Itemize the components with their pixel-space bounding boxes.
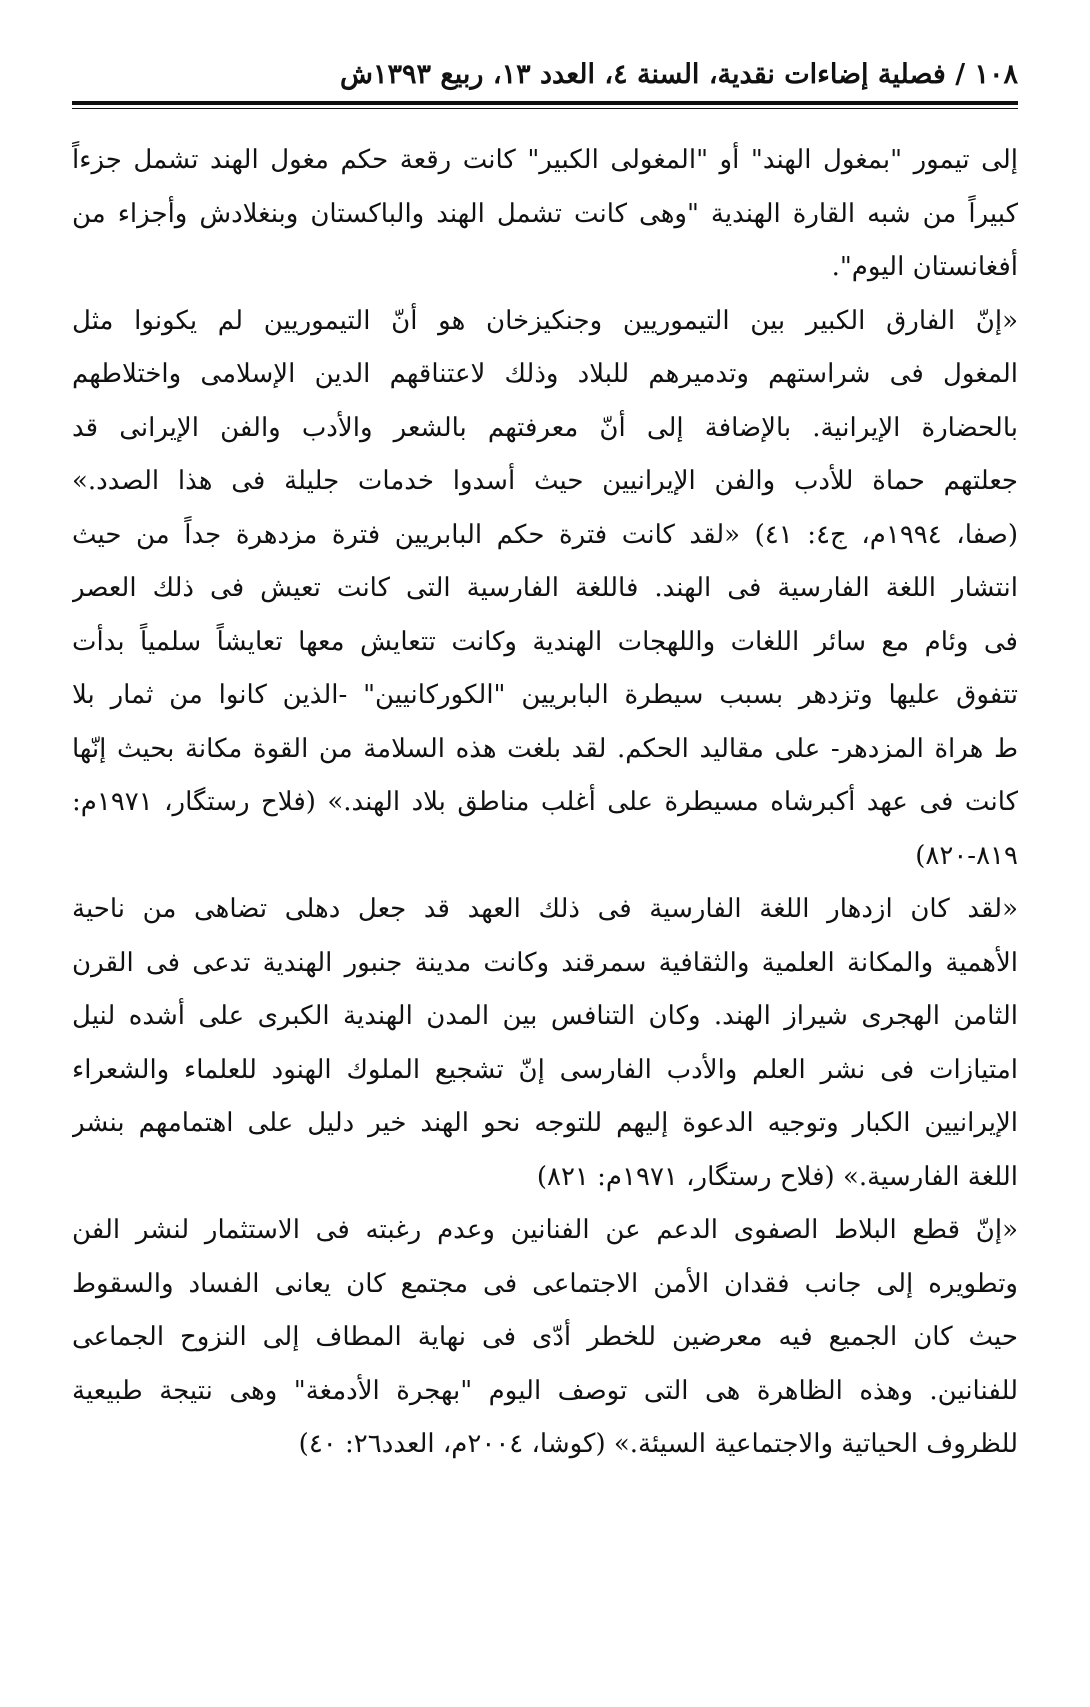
body-text (72, 134, 1018, 1472)
text-line: امتيازات فى نشر العلم والأدب الفارسى إنّ تشجيع الملوك الهنود للعلماء والشعراء (72, 1054, 1018, 1085)
text-line: وتطويره إلى جانب فقدان الأمن الاجتماعى فى مجتمع كان يعانى الفساد والسقوط (72, 1268, 1018, 1299)
text-line: (صفا، ١٩٩٤م، ج٤: ٤١) «لقد كانت فترة حكم البابريين فترة مزدهرة جداً من حيث (72, 519, 1018, 550)
text-line: جعلتهم حماة للأدب والفن الإيرانيين حيث أسدوا خدمات جليلة فى هذا الصدد.» (72, 466, 1018, 496)
text-line: إلى تيمور "بمغول الهند" أو "المغولى الكبير" كانت رقعة حكم مغول الهند تشمل جزءاً (72, 145, 1018, 175)
text-line: اللغة الفارسية.» (فلاح رستگار، ١٩٧١م: ٨٢١) (536, 1161, 1018, 1192)
paragraph-2 (72, 295, 1018, 884)
text-line: بالحضارة الإيرانية. بالإضافة إلى أنّ معرفتهم بالشعر والأدب والفن الإيرانى قد (72, 412, 1018, 443)
text-line: انتشار اللغة الفارسية فى الهند. فاللغة الفارسية التى كانت تعيش فى ذلك العصر (72, 573, 1018, 603)
paragraph-3 (72, 883, 1018, 1204)
text-line: المغول فى شراستهم وتدميرهم للبلاد وذلك لاعتناقهم الدين الإسلامى واختلاطهم (72, 359, 1018, 389)
text-line: كبيراً من شبه القارة الهندية "وهى كانت تشمل الهند والباكستان وبنغلادش وأجزاء من (72, 198, 1018, 229)
paragraph-1 (72, 134, 1018, 295)
text-line: «لقد كان ازدهار اللغة الفارسية فى ذلك العهد قد جعل دهلى تضاهى من ناحية (72, 894, 1018, 924)
text-line: للفنانين. وهذه الظاهرة هى التى توصف اليوم "بهجرة الأدمغة" وهى نتيجة طبيعية (72, 1375, 1018, 1406)
text-line: للظروف الحياتية والاجتماعية السيئة.» (كوشا، ٢٠٠٤م، العدد٢٦: ٤٠) (298, 1429, 1018, 1459)
text-line: حيث كان الجميع فيه معرضين للخطر أدّى فى نهاية المطاف إلى النزوح الجماعى (72, 1322, 1018, 1352)
header-rule (72, 101, 1018, 105)
text-line: الأهمية والمكانة العلمية والثقافية سمرقند وكانت مدينة جنبور الهندية تدعى فى القرن (72, 947, 1018, 978)
text-line: «إنّ قطع البلاط الصفوى الدعم عن الفنانين وعدم رغبته فى الاستثمار لنشر الفن (72, 1215, 1018, 1245)
text-line: الإيرانيين الكبار وتوجيه الدعوة إليهم للتوجه نحو الهند خير دليل على اهتمامهم بنشر (72, 1108, 1018, 1138)
running-header: ١٠٨ / فصلية إضاءات نقدية، السنة ٤، العدد ١٣، ربيع ١٣٩٣ش (340, 59, 1018, 90)
text-line: أفغانستان اليوم". (831, 252, 1018, 282)
text-line: فى وئام مع سائر اللغات واللهجات الهندية وكانت تتعايش معها تعايشاً سلمياً بدأت (72, 626, 1018, 657)
text-line: ط هراة المزدهر- على مقاليد الحكم. لقد بلغت هذه السلامة من القوة مكانة بحيث إنّها (72, 733, 1018, 764)
text-line: تتفوق عليها وتزدهر بسبب سيطرة البابريين "الكوركانيين" -الذين كانوا من ثمار بلا (72, 680, 1018, 710)
text-line: كانت فى عهد أكبرشاه مسيطرة على أغلب مناطق بلاد الهند.» (فلاح رستگار، ١٩٧١م: (72, 787, 1018, 817)
text-line: الثامن الهجرى شيراز الهند. وكان التنافس بين المدن الهندية الكبرى على أشده لنيل (72, 1001, 1018, 1031)
paragraph-4 (72, 1204, 1018, 1472)
text-line: ٨١٩-٨٢٠) (915, 840, 1018, 871)
header-rule-thin (72, 108, 1018, 109)
text-line: «إنّ الفارق الكبير بين التيموريين وجنكيزخان هو أنّ التيموريين لم يكونوا مثل (72, 305, 1018, 336)
